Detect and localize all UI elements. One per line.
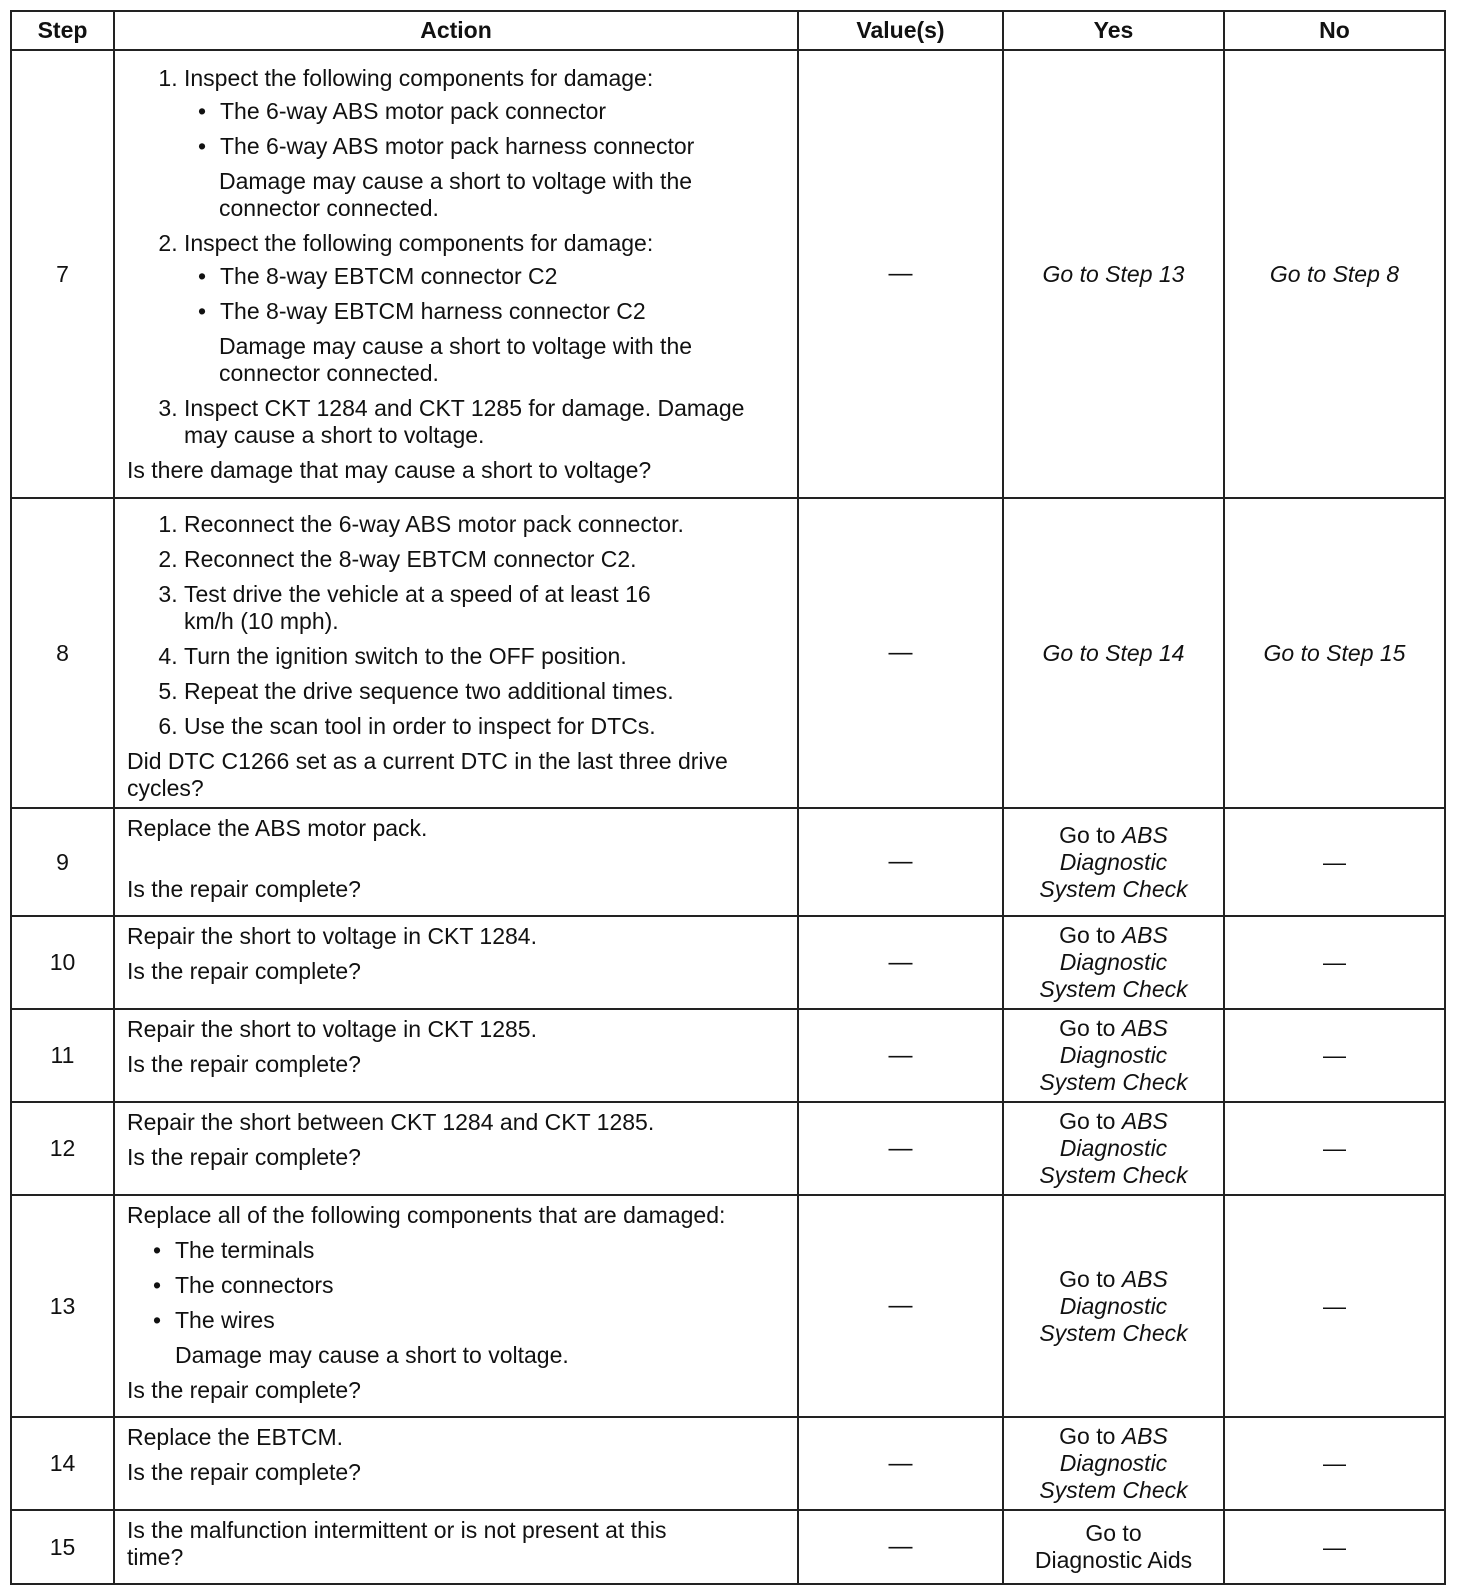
action-question: Is the repair complete?: [127, 1051, 361, 1077]
action-item: 3. Inspect CKT 1284 and CKT 1285 for damage. Damage may cause a short to voltage.: [184, 395, 789, 449]
action-item: 6. Use the scan tool in order to inspect for DTCs.: [184, 713, 789, 740]
no-cell: —: [1224, 1510, 1445, 1584]
yes-cell: Go to ABS Diagnostic System Check: [1003, 1195, 1224, 1417]
bullet-item: • The terminals: [175, 1237, 789, 1264]
value-cell: —: [798, 498, 1003, 808]
header-values: Value(s): [798, 11, 1003, 50]
value-cell: —: [798, 1102, 1003, 1195]
step-number: 12: [11, 1102, 114, 1195]
table-row: [11, 1510, 1445, 1584]
action-question: Is there damage that may cause a short to voltage?: [127, 457, 652, 483]
table-row: [11, 1102, 1445, 1195]
value-cell: —: [798, 916, 1003, 1009]
action-question: Did DTC C1266 set as a current DTC in the last three drive cycles?: [127, 748, 728, 801]
bullet-item: • The 6-way ABS motor pack harness connector: [220, 133, 789, 160]
action-question: Is the repair complete?: [127, 876, 361, 902]
header-step: Step: [11, 11, 114, 50]
action-item: 5. Repeat the drive sequence two additional times.: [184, 678, 789, 705]
step-number: 9: [11, 808, 114, 916]
value-cell: —: [798, 808, 1003, 916]
header-yes: Yes: [1003, 11, 1224, 50]
header-row: [11, 11, 1445, 50]
action-item: 2. Inspect the following components for damage: • The 8-way EBTCM connector C2 • The 8-way EBTCM harness connector C2 Damage may cause a short to voltage with the connector connected.: [184, 230, 789, 387]
yes-cell: Go to Step 14: [1003, 498, 1224, 808]
action-cell: [114, 1102, 798, 1195]
diagnostic-table: [10, 10, 1446, 1585]
value-cell: —: [798, 1510, 1003, 1584]
bullet-item: • The connectors: [175, 1272, 789, 1299]
action-item: 1. Reconnect the 6-way ABS motor pack connector.: [184, 511, 789, 538]
yes-cell: Go to Diagnostic Aids: [1003, 1510, 1224, 1584]
action-item: 1. Inspect the following components for damage: • The 6-way ABS motor pack connector • The 6-way ABS motor pack harness connector Damage may cause a short to voltage with the connector connected.: [184, 65, 789, 222]
action-question: Is the malfunction intermittent or is not present at this time?: [127, 1517, 667, 1570]
yes-cell: Go to ABS Diagnostic System Check: [1003, 916, 1224, 1009]
action-text: Repair the short to voltage in CKT 1284.: [127, 923, 537, 949]
step-number: 15: [11, 1510, 114, 1584]
header-no: No: [1224, 11, 1445, 50]
value-cell: —: [798, 50, 1003, 498]
value-cell: —: [798, 1195, 1003, 1417]
action-note: Damage may cause a short to voltage.: [175, 1342, 569, 1368]
yes-cell: Go to Step 13: [1003, 50, 1224, 498]
yes-cell: Go to ABS Diagnostic System Check: [1003, 1417, 1224, 1510]
table-row: [11, 50, 1445, 498]
action-text: Repair the short between CKT 1284 and CKT 1285.: [127, 1109, 655, 1135]
action-note: Damage may cause a short to voltage with the connector connected.: [219, 168, 693, 221]
action-text: Replace the ABS motor pack.: [127, 815, 428, 841]
action-cell: [114, 1195, 798, 1417]
action-item: 3. Test drive the vehicle at a speed of at least 16 km/h (10 mph).: [184, 581, 684, 635]
action-cell: [114, 498, 798, 808]
action-text: Replace all of the following components that are damaged:: [127, 1202, 726, 1228]
action-text: Repair the short to voltage in CKT 1285.: [127, 1016, 537, 1042]
bullet-item: • The 8-way EBTCM harness connector C2: [220, 298, 789, 325]
action-item: 2. Reconnect the 8-way EBTCM connector C2.: [184, 546, 789, 573]
step-number: 8: [11, 498, 114, 808]
yes-cell: Go to ABS Diagnostic System Check: [1003, 808, 1224, 916]
bullet-item: • The 8-way EBTCM connector C2: [220, 263, 789, 290]
table-row: [11, 498, 1445, 808]
step-number: 10: [11, 916, 114, 1009]
action-text: Replace the EBTCM.: [127, 1424, 344, 1450]
value-cell: —: [798, 1417, 1003, 1510]
no-cell: —: [1224, 916, 1445, 1009]
action-cell: [114, 916, 798, 1009]
no-cell: Go to Step 15: [1224, 498, 1445, 808]
yes-cell: Go to ABS Diagnostic System Check: [1003, 1009, 1224, 1102]
action-cell: [114, 1417, 798, 1510]
value-cell: —: [798, 1009, 1003, 1102]
table-row: [11, 808, 1445, 916]
table-row: [11, 1417, 1445, 1510]
step-number: 7: [11, 50, 114, 498]
table-row: [11, 1009, 1445, 1102]
no-cell: —: [1224, 1009, 1445, 1102]
step-number: 11: [11, 1009, 114, 1102]
action-cell: [114, 1510, 798, 1584]
table-row: [11, 916, 1445, 1009]
action-cell: [114, 808, 798, 916]
table-row: [11, 1195, 1445, 1417]
action-question: Is the repair complete?: [127, 958, 361, 984]
action-item: 4. Turn the ignition switch to the OFF position.: [184, 643, 789, 670]
action-question: Is the repair complete?: [127, 1459, 361, 1485]
action-note: Damage may cause a short to voltage with the connector connected.: [219, 333, 693, 386]
action-cell: [114, 1009, 798, 1102]
action-question: Is the repair complete?: [127, 1144, 361, 1170]
bullet-item: • The 6-way ABS motor pack connector: [220, 98, 789, 125]
bullet-item: • The wires: [175, 1307, 789, 1334]
no-cell: Go to Step 8: [1224, 50, 1445, 498]
action-question: Is the repair complete?: [127, 1377, 361, 1403]
step-number: 13: [11, 1195, 114, 1417]
yes-cell: Go to ABS Diagnostic System Check: [1003, 1102, 1224, 1195]
header-action: Action: [114, 11, 798, 50]
no-cell: —: [1224, 808, 1445, 916]
no-cell: —: [1224, 1417, 1445, 1510]
no-cell: —: [1224, 1195, 1445, 1417]
step-number: 14: [11, 1417, 114, 1510]
action-cell: [114, 50, 798, 498]
no-cell: —: [1224, 1102, 1445, 1195]
